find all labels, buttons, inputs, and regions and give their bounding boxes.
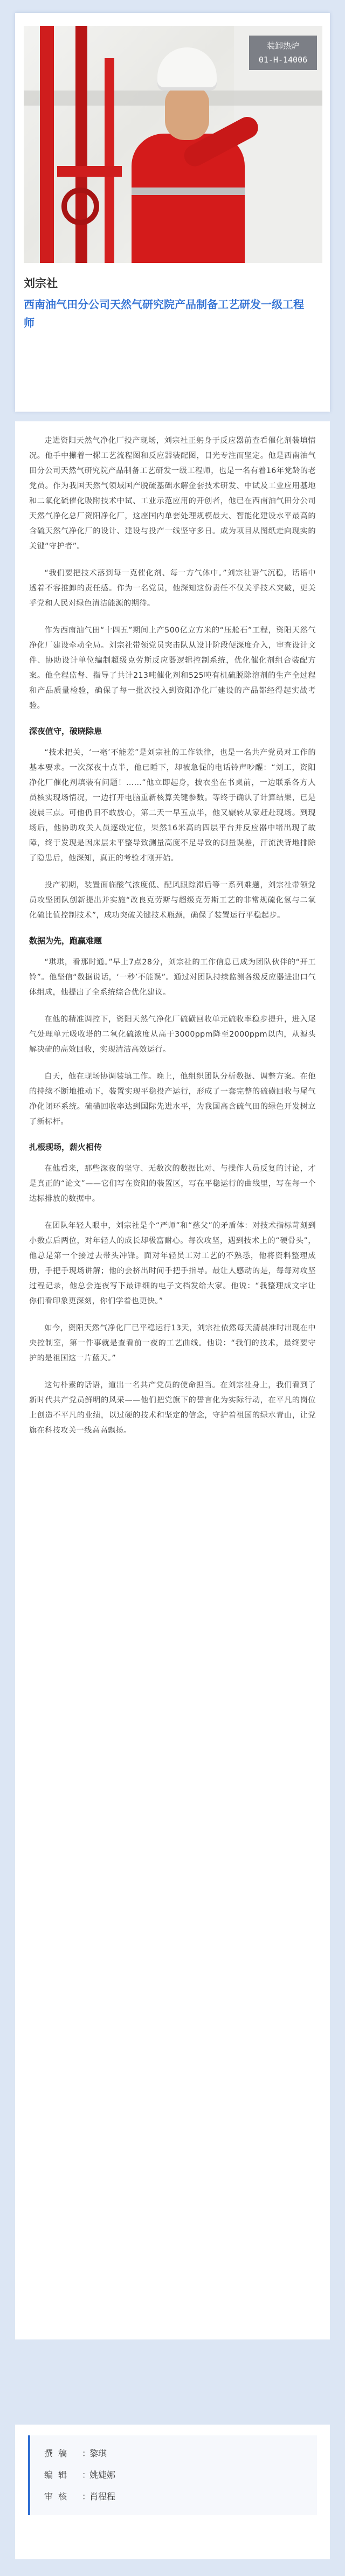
credits-list <box>28 2435 317 2515</box>
credit-label: 撰稿 <box>44 2448 73 2459</box>
credit-value: 黎琪 <box>89 2448 107 2459</box>
section-heading: 深夜值守，破晓除患 <box>29 726 102 736</box>
intro-paragraph: 走进资阳天然气净化厂投产现场，刘宗社正躬身于反应器前查看催化剂装填情况。他手中攥着一摞工艺流程图和反应器装配图，目光专注而坚定。他是西南油气田分公司天然气研究院产品制备工艺研发一级工程师，也是一名有着16年党龄的老党员。作为我国天然气领域国产脱硫基础水解金套技术研发、中试及工业应用基地和二氧化硫催化吸附技术中试、工业示范应用的开创者，他已在西南油气田分公司天然气净化总厂资阳净化厂，这座国内单套处理规模最大、智能化建设水平最高的含硫天然气净化厂的设计、建设与投产一线坚守多日。成为项目从图纸走向现实的关键“守护者”。 <box>29 436 316 551</box>
valve-wheel <box>61 188 99 225</box>
person-name: 刘宗社 <box>24 277 58 290</box>
credit-writer: 撰稿 ：黎琪 <box>44 2443 317 2464</box>
credits-box <box>15 2425 330 2559</box>
credit-editor: 编辑 ：姚婕娜 <box>44 2464 317 2486</box>
profile-photo <box>24 26 322 263</box>
section-paragraph: “琪琪，看那时通。”早上7点28分，刘宗社的工作信息已成为团队伙伴的“开工铃”。他坚信“数据说话，‘一秒’不能误”。通过对团队持续监测各级反应器进出口气体组成，他提出了全系统综合优化建议。 <box>29 958 316 997</box>
sign-line-1: 装卸热炉 <box>266 41 299 51</box>
section-paragraph: 投产初期，装置面临酸气浓度低、配风跟踪滞后等一系列难题，刘宗社带领党员攻坚团队创新提出并实施“改良克劳斯与超级克劳斯工艺的非常规硫化氢与二氧化硫比值控制技术”，成功突破关键技术瓶颈，确保了装置运行平稳起步。 <box>29 881 316 920</box>
section-paragraph: 在他看来，那些深夜的坚守、无数次的数据比对、与操作人员反复的讨论，才是真正的“论文”——它们写在资阳的装置区，写在平稳运行的曲线里，写在每一个达标排放的数据中。 <box>29 1164 316 1203</box>
section-paragraph: 在他的精准调控下，资阳天然气净化厂硫磺回收单元硫收率稳步提升，进入尾气处理单元吸收塔的二氧化硫浓度从高于3000ppm降至2000ppm以内，从源头解决硫的高效回收，实现清洁高效运行。 <box>29 1015 316 1054</box>
section-heading: 数据为先，跑赢难题 <box>29 936 102 946</box>
credit-value: 姚婕娜 <box>89 2470 116 2480</box>
section-paragraph: 这句朴素的话语，道出一名共产党员的使命担当。在刘宗社身上，我们看到了新时代共产党员鲜明的风采——他们把党旗下的誓言化为实际行动，在平凡的岗位上创造不平凡的业绩，以过硬的技术和坚定的信念，守护着祖国的绿水青山，让党旗在科技攻关一线高高飘扬。 <box>29 1381 316 1435</box>
credit-reviewer: 审核 ：肖程程 <box>44 2486 317 2508</box>
equipment-sign <box>249 36 317 70</box>
hard-hat <box>157 47 217 91</box>
credit-label: 编辑 <box>44 2470 73 2480</box>
sign-line-2: 01-H-14006 <box>258 55 308 65</box>
section-paragraph: “技术把关，‘一毫’不能差”是刘宗社的工作铁律，也是一名共产党员对工作的基本要求。一次深夜十点半，他已睡下，却被急促的电话铃声吵醒：“刘工，资阳净化厂催化剂填装有问题！……”他立即起身，披衣坐在书桌前，一边联系各方人员核实现场情况，一边打开电脑重新核算关键参数。等终于确认了计算结果，已是凌晨三点。可他仍旧不敢放心，第二天一早五点半，他又辗转从家赶赴现场。到现场后，他协助攻关人员逐级定位，果然16米高的四层平台并反应器中堵出现了故障，终于发现是因床层未平整导致测量高度不足导致的测量误差，汗流浃背地排除了隐患后，他深知，真正的考验才刚开始。 <box>29 748 316 863</box>
intro-paragraph: “我们要把技术落到每一克催化剂、每一方气体中。”刘宗社语气沉稳，话语中透着不容推卸的责任感。作为一名党员，他深知这份责任不仅关乎技术突破，更关乎党和人民对绿色清洁能源的期待。 <box>29 569 316 608</box>
intro-paragraph: 作为西南油气田“十四五”期间上产500亿立方米的“压舱石”工程，资阳天然气净化厂建设牵动全局。刘宗社带领党员突击队从设计阶段便深度介入，审查设计文件、协助设计单位编制超级克劳斯反应器逻辑控制系统，优化催化剂组合装配方案。他全程监督、指导了共计213吨催化剂和525吨有机硫脱除溶剂的生产全过程和产品质量检验，确保了每一批次投入到资阳净化厂建设的产品都经得起实战考验。 <box>29 626 316 710</box>
credit-value: 肖程程 <box>89 2491 116 2502</box>
credit-label: 审核 <box>44 2491 73 2502</box>
section-paragraph: 如今，资阳天然气净化厂已平稳运行13天，刘宗社依然每天清晨准时出现在中央控制室，第一件事就是查看前一夜的工艺曲线。他说：“我们的技术，最终要守护的是祖国这一片蓝天。” <box>29 1324 316 1363</box>
article-body <box>15 421 330 2339</box>
person-title: 西南油气田分公司天然气研究院产品制备工艺研发一级工程师 <box>24 298 304 329</box>
section-heading: 扎根现场，薪火相传 <box>29 1142 102 1152</box>
section-paragraph: 在团队年轻人眼中，刘宗社是个“严师”和“慈父”的矛盾体：对技术指标苛刻到小数点后两位，对年轻人的成长却极富耐心。每次攻坚，遇到技术上的“硬骨头”，他总是第一个接过去带头冲锋。面对年轻员工对工艺的不熟悉，他将资料整理成册，手把手现场讲解；他的会挤出时间手把手指导。最让人感动的是，每每对攻坚过程记录，他总会连夜写下最详细的电子文档发给大家。他说：“我整理成文字让你们看印象更深刻，你们学着也更快。” <box>29 1221 316 1306</box>
section-paragraph: 白天，他在现场协调装填工作。晚上，他组织团队分析数据、调整方案。在他的持续不断地推动下，装置实现平稳投产运行，形成了一套完整的硫磺回收与尾气净化闭环系统。硫磺回收率达到国际先进水平，为我国高含硫气田的绿色开发树立了新标杆。 <box>29 1072 316 1126</box>
